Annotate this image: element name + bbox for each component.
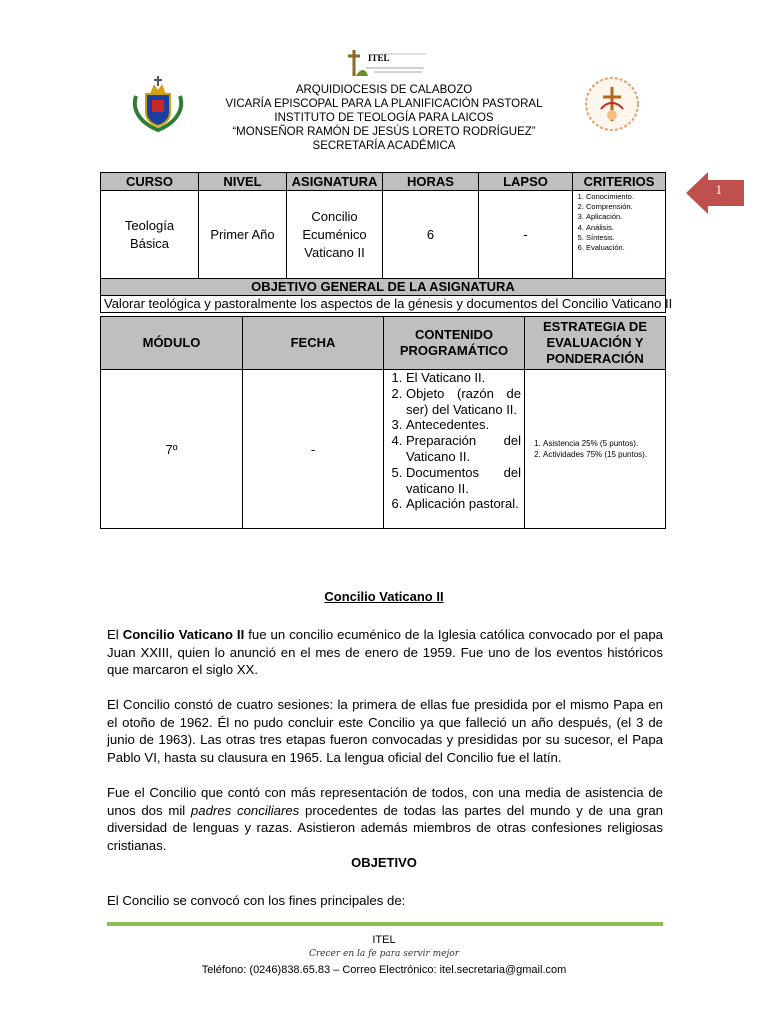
paragraph-purpose: El Concilio se convocó con los fines principales de: [107,893,406,908]
module-header-row [101,317,666,370]
paragraph-text: procedentes de todas las partes del mundo y de una gran diversidad de lenguas y razas. Asistieron además miembros de otras confesiones religiosas cristianas. [107,802,663,853]
list-item: 1. Asistencia 25% (5 puntos). [543,438,663,449]
footer-org: ITEL [372,934,396,946]
paragraph-text: Fue el Concilio que contó con más representación de todos, con una media de asistencia de unos dos mil [107,785,663,818]
header-criterios: CRITERIOS [573,173,666,191]
page-marker-number: 1 [715,184,723,197]
paragraph-text: fue un concilio ecuménico de la Iglesia católica convocado por el papa Juan XXIII, quien lo anunció en el mes de enero de 1959. Fue uno de los eventos históricos que marcaron el siglo XX. [107,627,664,677]
header-line: INSTITUTO DE TEOLOGÍA PARA LAICOS [274,112,494,124]
list-item: 4. Preparación del Vaticano II. [406,433,521,465]
header-contenido: CONTENIDO PROGRAMÁTICO [384,317,525,370]
cell-asignatura: Concilio Ecuménico Vaticano II [287,191,383,279]
header-line: VICARÍA EPISCOPAL PARA LA PLANIFICACIÓN PASTORAL [225,98,543,110]
section-title: Concilio Vaticano II [324,589,444,604]
cell-modulo: 7º [101,370,243,529]
bold-term: Concilio Vaticano II [122,627,245,642]
archdiocese-crest-logo [130,74,186,134]
list-item: 5. Síntesis. [586,233,663,243]
module-table [100,316,666,529]
objetivo-text-row [101,296,666,313]
cell-nivel: Primer Año [199,191,287,279]
cell-lapso: - [479,191,573,279]
objetivo-title: OBJETIVO [351,855,417,870]
paragraph-sessions: El Concilio constó de cuatro sesiones: la primera de ellas fue presidida por el mismo Papa en el otoño de 1962. Él no pudo concluir este Concilio ya que falleció un año después, (el 3 de junio de 1963). Las otras tres etapas fueron convocadas y presididas por su sucesor, el Papa Pablo VI, hasta su clausura en 1965. La lengua oficial del Concilio fue el latín. [107,697,663,765]
itel-logo [344,46,430,80]
list-item: 2. Actividades 75% (15 puntos). [543,449,663,460]
header-fecha: FECHA [243,317,384,370]
course-info-table [100,172,673,313]
paragraph-intro [107,626,663,679]
cell-contenido [384,370,525,529]
header-nivel: NIVEL [199,173,287,191]
secretaria-seal-logo [583,75,641,133]
table-row [101,191,666,279]
footer-divider [107,922,663,926]
list-item: 5. Documentos del vaticano II. [406,465,521,497]
header-lapso: LAPSO [479,173,573,191]
list-item: 2. Objeto (razón de ser) del Vaticano II. [406,386,521,418]
header-asignatura: ASIGNATURA [287,173,383,191]
paragraph-text: El [107,627,123,642]
cell-estrategia [525,370,666,529]
cell-curso: Teología Básica [101,191,199,279]
paragraph-representation [107,784,663,854]
objetivo-header: OBJETIVO GENERAL DE LA ASIGNATURA [101,279,666,296]
cell-fecha: - [243,370,384,529]
list-item: 1. El Vaticano II. [406,370,521,386]
header-line: “MONSEÑOR RAMÓN DE JESÚS LORETO RODRÍGUEZ” [232,126,536,138]
header-curso: CURSO [101,173,199,191]
footer-contact: Teléfono: (0246)838.65.83 – Correo Electrónico: itel.secretaria@gmail.com [201,964,567,976]
header-line: SECRETARÍA ACADÉMICA [312,140,456,152]
list-item: 2. Comprensión. [586,202,663,212]
list-item: 3. Aplicación. [586,212,663,222]
italic-term: padres conciliares [190,802,300,818]
estrategia-list [527,438,663,460]
list-item: 4. Análisis. [586,223,663,233]
table-row [101,370,666,529]
footer-motto: Crecer en la fe para servir mejor [308,949,460,959]
cell-horas: 6 [383,191,479,279]
document-header [200,83,568,153]
header-line: ARQUIDIOCESIS DE CALABOZO [295,84,473,96]
header-modulo: MÓDULO [101,317,243,370]
contenido-list [384,370,521,512]
cell-criterios [573,191,666,279]
list-item: 1. Conocimiento. [586,192,663,202]
objetivo-text: Valorar teológica y pastoralmente los aspectos de la génesis y documentos del Concilio Vaticano II [101,296,666,313]
list-item: 6. Aplicación pastoral. [406,496,521,512]
list-item: 6. Evaluación. [586,243,663,253]
header-estrategia: ESTRATEGIA DE EVALUACIÓN Y PONDERACIÓN [525,317,666,370]
criterios-list [575,192,663,253]
list-item: 3. Antecedentes. [406,417,521,433]
header-horas: HORAS [383,173,479,191]
table-header-row [101,173,666,191]
itel-logo-text: ITEL [368,53,390,63]
objetivo-header-row [101,279,666,296]
